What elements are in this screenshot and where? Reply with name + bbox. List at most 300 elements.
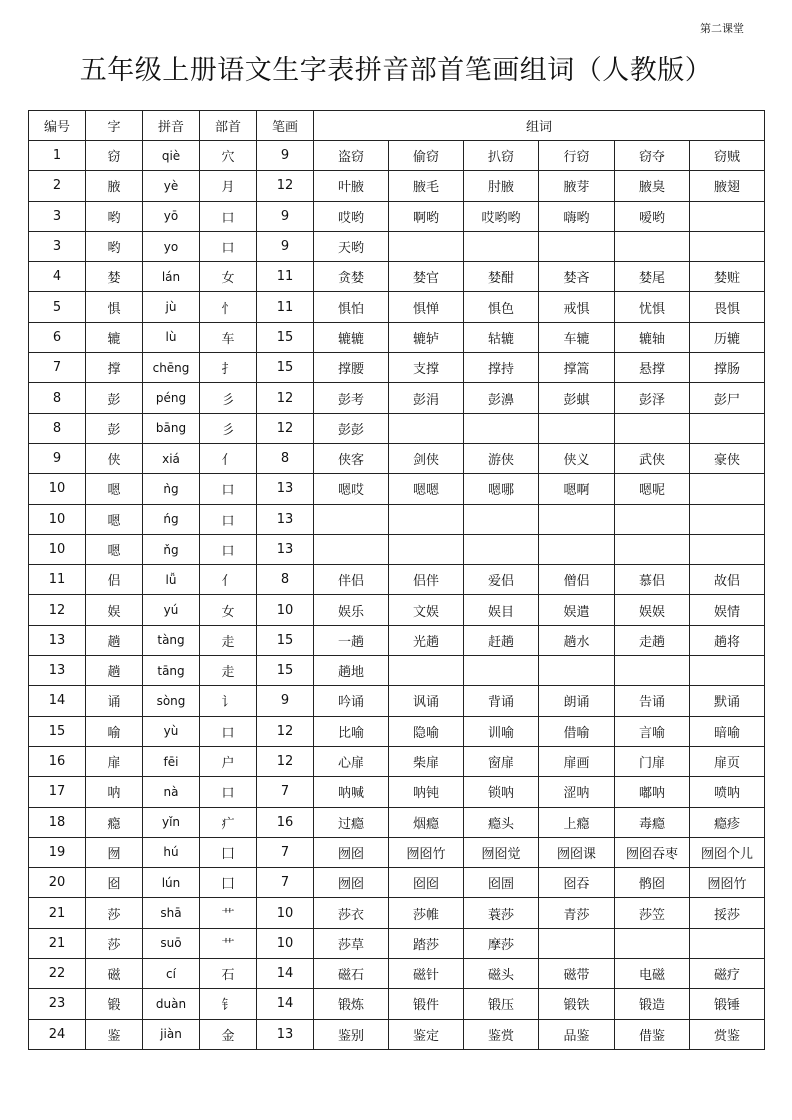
word-cell (690, 231, 765, 261)
word-cell: 戒惧 (539, 292, 615, 322)
row-number: 22 (29, 959, 86, 989)
word-cell (464, 231, 539, 261)
row-character: 趟 (86, 656, 143, 686)
word-cell: 告诵 (615, 686, 690, 716)
word-cell: 腋臭 (615, 171, 690, 201)
row-pinyin: suō (143, 928, 200, 958)
word-cell: 涩呐 (539, 777, 615, 807)
word-cell: 趟地 (314, 656, 389, 686)
word-cell: 辘轳 (389, 322, 464, 352)
word-cell (389, 504, 464, 534)
row-number: 20 (29, 868, 86, 898)
word-cell: 朗诵 (539, 686, 615, 716)
word-cell: 娱遣 (539, 595, 615, 625)
word-cell: 囫囵竹 (389, 837, 464, 867)
word-cell: 啊哟 (389, 201, 464, 231)
word-cell: 锁呐 (464, 777, 539, 807)
table-row (29, 656, 765, 686)
row-strokes: 12 (257, 171, 314, 201)
table-row (29, 171, 765, 201)
word-cell: 彭考 (314, 383, 389, 413)
word-cell: 摩莎 (464, 928, 539, 958)
word-cell (690, 928, 765, 958)
word-cell: 莎衣 (314, 898, 389, 928)
word-cell (615, 504, 690, 534)
table-row (29, 746, 765, 776)
row-number: 1 (29, 141, 86, 171)
table-row (29, 353, 765, 383)
row-character: 锻 (86, 989, 143, 1019)
word-cell (615, 413, 690, 443)
word-cell (690, 413, 765, 443)
word-cell: 娱乐 (314, 595, 389, 625)
word-cell: 鉴定 (389, 1019, 464, 1049)
row-character: 磁 (86, 959, 143, 989)
word-cell: 僧侣 (539, 565, 615, 595)
row-number: 7 (29, 353, 86, 383)
word-cell: 贪婪 (314, 262, 389, 292)
row-number: 10 (29, 474, 86, 504)
row-number: 15 (29, 716, 86, 746)
table-row (29, 595, 765, 625)
word-cell: 悬撑 (615, 353, 690, 383)
word-cell: 轱辘 (464, 322, 539, 352)
table-row (29, 928, 765, 958)
word-cell: 囫囵 (314, 868, 389, 898)
row-character: 撑 (86, 353, 143, 383)
word-cell: 行窃 (539, 141, 615, 171)
row-pinyin: sòng (143, 686, 200, 716)
row-character: 喻 (86, 716, 143, 746)
word-cell: 叶腋 (314, 171, 389, 201)
row-pinyin: shā (143, 898, 200, 928)
row-strokes: 8 (257, 443, 314, 473)
word-cell: 窃贼 (690, 141, 765, 171)
row-number: 19 (29, 837, 86, 867)
row-pinyin: yǐn (143, 807, 200, 837)
row-radical: 车 (200, 322, 257, 352)
row-strokes: 8 (257, 565, 314, 595)
word-cell: 婪赃 (690, 262, 765, 292)
word-cell: 借鉴 (615, 1019, 690, 1049)
word-cell: 娱情 (690, 595, 765, 625)
word-cell: 扉画 (539, 746, 615, 776)
word-cell: 呐钝 (389, 777, 464, 807)
row-number: 4 (29, 262, 86, 292)
word-cell: 磁头 (464, 959, 539, 989)
word-cell (389, 534, 464, 564)
word-cell: 毒瘾 (615, 807, 690, 837)
row-character: 嗯 (86, 504, 143, 534)
word-cell: 囫囵个儿 (690, 837, 765, 867)
word-cell: 莎笠 (615, 898, 690, 928)
word-cell (389, 231, 464, 261)
word-cell: 腋翅 (690, 171, 765, 201)
word-cell (615, 534, 690, 564)
row-strokes: 9 (257, 201, 314, 231)
row-character: 娱 (86, 595, 143, 625)
word-cell (464, 534, 539, 564)
header-number: 编号 (29, 111, 86, 141)
row-character: 囵 (86, 868, 143, 898)
row-number: 8 (29, 383, 86, 413)
word-cell: 彭涓 (389, 383, 464, 413)
row-strokes: 12 (257, 746, 314, 776)
row-number: 24 (29, 1019, 86, 1049)
word-cell (690, 201, 765, 231)
table-row (29, 534, 765, 564)
row-character: 哟 (86, 201, 143, 231)
row-pinyin: xiá (143, 443, 200, 473)
word-cell: 文娱 (389, 595, 464, 625)
row-number: 2 (29, 171, 86, 201)
word-cell (539, 413, 615, 443)
word-cell: 撑腰 (314, 353, 389, 383)
word-cell: 训喻 (464, 716, 539, 746)
word-cell (539, 656, 615, 686)
word-cell: 讽诵 (389, 686, 464, 716)
row-strokes: 14 (257, 959, 314, 989)
word-cell: 慕侣 (615, 565, 690, 595)
word-cell (389, 656, 464, 686)
row-pinyin: yō (143, 201, 200, 231)
row-radical: 扌 (200, 353, 257, 383)
row-strokes: 10 (257, 595, 314, 625)
row-pinyin: nà (143, 777, 200, 807)
word-cell (389, 413, 464, 443)
word-cell: 借喻 (539, 716, 615, 746)
word-cell: 彭尸 (690, 383, 765, 413)
row-radical: 金 (200, 1019, 257, 1049)
word-cell (539, 928, 615, 958)
header-pinyin: 拼音 (143, 111, 200, 141)
word-cell: 磁疗 (690, 959, 765, 989)
word-cell: 踏莎 (389, 928, 464, 958)
row-radical: 讠 (200, 686, 257, 716)
row-radical: 口 (200, 231, 257, 261)
word-cell: 哎哟 (314, 201, 389, 231)
table-row (29, 868, 765, 898)
word-cell: 门扉 (615, 746, 690, 776)
word-cell: 嗯呢 (615, 474, 690, 504)
word-cell: 锻炼 (314, 989, 389, 1019)
word-cell: 惧惮 (389, 292, 464, 322)
word-cell: 囵囵 (389, 868, 464, 898)
word-cell: 暗喻 (690, 716, 765, 746)
word-cell: 支撑 (389, 353, 464, 383)
row-strokes: 15 (257, 322, 314, 352)
word-cell: 历辘 (690, 322, 765, 352)
word-cell: 撑肠 (690, 353, 765, 383)
row-strokes: 14 (257, 989, 314, 1019)
word-cell: 莎草 (314, 928, 389, 958)
word-cell: 锻件 (389, 989, 464, 1019)
row-character: 腋 (86, 171, 143, 201)
word-cell: 嗯嗯 (389, 474, 464, 504)
table-row (29, 686, 765, 716)
row-radical: 口 (200, 534, 257, 564)
row-pinyin: lǚ (143, 565, 200, 595)
word-cell: 鹘囵 (615, 868, 690, 898)
row-radical: 钅 (200, 989, 257, 1019)
word-cell: 青莎 (539, 898, 615, 928)
word-cell: 哎哟哟 (464, 201, 539, 231)
table-row (29, 989, 765, 1019)
word-cell: 比喻 (314, 716, 389, 746)
table-row (29, 262, 765, 292)
table-row (29, 231, 765, 261)
table-row (29, 837, 765, 867)
row-character: 惧 (86, 292, 143, 322)
row-radical: 彡 (200, 413, 257, 443)
word-cell: 彭彭 (314, 413, 389, 443)
word-cell: 囫囵吞枣 (615, 837, 690, 867)
word-cell: 撑篙 (539, 353, 615, 383)
table-header-row (29, 111, 765, 141)
word-cell (690, 656, 765, 686)
word-cell: 囵圄 (464, 868, 539, 898)
row-number: 8 (29, 413, 86, 443)
row-radical: 女 (200, 595, 257, 625)
table-row (29, 322, 765, 352)
row-character: 辘 (86, 322, 143, 352)
row-pinyin: ńg (143, 504, 200, 534)
row-character: 趟 (86, 625, 143, 655)
row-strokes: 7 (257, 777, 314, 807)
row-strokes: 13 (257, 504, 314, 534)
word-cell: 嗯哪 (464, 474, 539, 504)
row-radical: 亻 (200, 443, 257, 473)
word-cell (690, 474, 765, 504)
row-strokes: 9 (257, 686, 314, 716)
row-strokes: 12 (257, 413, 314, 443)
word-cell: 彭濞 (464, 383, 539, 413)
row-character: 莎 (86, 928, 143, 958)
word-cell: 锻锤 (690, 989, 765, 1019)
row-number: 10 (29, 534, 86, 564)
word-cell (314, 534, 389, 564)
row-number: 16 (29, 746, 86, 776)
row-strokes: 15 (257, 353, 314, 383)
word-cell: 磁带 (539, 959, 615, 989)
word-cell: 游侠 (464, 443, 539, 473)
table-row (29, 898, 765, 928)
row-strokes: 11 (257, 262, 314, 292)
row-pinyin: lán (143, 262, 200, 292)
table-row (29, 807, 765, 837)
word-cell (615, 928, 690, 958)
word-cell: 惧色 (464, 292, 539, 322)
row-strokes: 13 (257, 474, 314, 504)
row-pinyin: bāng (143, 413, 200, 443)
row-pinyin: lún (143, 868, 200, 898)
word-cell: 嗯啊 (539, 474, 615, 504)
row-radical: 口 (200, 201, 257, 231)
row-radical: 石 (200, 959, 257, 989)
word-cell: 剑侠 (389, 443, 464, 473)
row-radical: 口 (200, 716, 257, 746)
header-character: 字 (86, 111, 143, 141)
word-cell: 锻铁 (539, 989, 615, 1019)
row-character: 囫 (86, 837, 143, 867)
word-cell: 言喻 (615, 716, 690, 746)
row-strokes: 15 (257, 625, 314, 655)
word-cell: 辘轴 (615, 322, 690, 352)
word-cell: 烟瘾 (389, 807, 464, 837)
row-radical: 口 (200, 474, 257, 504)
word-cell: 娱娱 (615, 595, 690, 625)
table-body (29, 141, 765, 1050)
table-row (29, 959, 765, 989)
row-radical: 亻 (200, 565, 257, 595)
word-cell: 窃夺 (615, 141, 690, 171)
row-radical: 口 (200, 777, 257, 807)
row-pinyin: yú (143, 595, 200, 625)
row-radical: 囗 (200, 868, 257, 898)
word-cell: 撑持 (464, 353, 539, 383)
row-radical: 艹 (200, 898, 257, 928)
table-row (29, 504, 765, 534)
word-cell: 腋毛 (389, 171, 464, 201)
row-radical: 户 (200, 746, 257, 776)
row-number: 3 (29, 231, 86, 261)
word-cell: 爱侣 (464, 565, 539, 595)
word-cell: 品鉴 (539, 1019, 615, 1049)
word-cell: 背诵 (464, 686, 539, 716)
row-pinyin: tāng (143, 656, 200, 686)
word-cell: 婪吝 (539, 262, 615, 292)
word-cell: 囫囵竹 (690, 868, 765, 898)
row-strokes: 10 (257, 928, 314, 958)
word-cell: 赶趟 (464, 625, 539, 655)
row-number: 3 (29, 201, 86, 231)
word-cell: 肘腋 (464, 171, 539, 201)
row-character: 扉 (86, 746, 143, 776)
word-cell (464, 413, 539, 443)
word-cell: 武侠 (615, 443, 690, 473)
row-strokes: 11 (257, 292, 314, 322)
word-cell (615, 231, 690, 261)
table-row (29, 383, 765, 413)
row-pinyin: hú (143, 837, 200, 867)
word-cell: 鉴赏 (464, 1019, 539, 1049)
row-pinyin: jiàn (143, 1019, 200, 1049)
word-cell: 腋芽 (539, 171, 615, 201)
row-radical: 走 (200, 625, 257, 655)
table-row (29, 625, 765, 655)
row-radical: 月 (200, 171, 257, 201)
header-radical: 部首 (200, 111, 257, 141)
word-cell: 趟水 (539, 625, 615, 655)
word-cell: 囫囵 (314, 837, 389, 867)
table-row (29, 201, 765, 231)
brand-label: 第二课堂 (700, 22, 744, 35)
table-row (29, 474, 765, 504)
row-pinyin: qiè (143, 141, 200, 171)
table-row (29, 292, 765, 322)
row-radical: 彡 (200, 383, 257, 413)
row-character: 婪 (86, 262, 143, 292)
word-cell: 呐喊 (314, 777, 389, 807)
row-number: 13 (29, 625, 86, 655)
row-pinyin: ǹg (143, 474, 200, 504)
row-strokes: 13 (257, 534, 314, 564)
table-row (29, 1019, 765, 1049)
row-character: 彭 (86, 383, 143, 413)
row-pinyin: chēng (143, 353, 200, 383)
word-cell: 扉页 (690, 746, 765, 776)
row-radical: 穴 (200, 141, 257, 171)
row-radical: 女 (200, 262, 257, 292)
word-cell: 喷呐 (690, 777, 765, 807)
row-character: 嗯 (86, 534, 143, 564)
row-pinyin: ňg (143, 534, 200, 564)
word-cell: 囫囵觉 (464, 837, 539, 867)
word-cell: 侣伴 (389, 565, 464, 595)
row-character: 诵 (86, 686, 143, 716)
word-cell: 过瘾 (314, 807, 389, 837)
word-cell (690, 534, 765, 564)
row-number: 23 (29, 989, 86, 1019)
word-cell: 赏鉴 (690, 1019, 765, 1049)
row-pinyin: lù (143, 322, 200, 352)
row-number: 17 (29, 777, 86, 807)
table-row (29, 413, 765, 443)
word-cell: 畏惧 (690, 292, 765, 322)
row-strokes: 13 (257, 1019, 314, 1049)
row-radical: 疒 (200, 807, 257, 837)
word-cell: 婪酣 (464, 262, 539, 292)
row-strokes: 7 (257, 868, 314, 898)
row-character: 瘾 (86, 807, 143, 837)
vocab-table (28, 110, 765, 1050)
row-character: 嗯 (86, 474, 143, 504)
row-number: 11 (29, 565, 86, 595)
row-pinyin: yè (143, 171, 200, 201)
word-cell: 心扉 (314, 746, 389, 776)
word-cell: 故侣 (690, 565, 765, 595)
word-cell: 磁针 (389, 959, 464, 989)
word-cell: 挼莎 (690, 898, 765, 928)
word-cell: 电磁 (615, 959, 690, 989)
row-strokes: 7 (257, 837, 314, 867)
row-number: 12 (29, 595, 86, 625)
table-row (29, 443, 765, 473)
row-number: 5 (29, 292, 86, 322)
row-radical: 艹 (200, 928, 257, 958)
word-cell: 锻造 (615, 989, 690, 1019)
row-number: 18 (29, 807, 86, 837)
row-radical: 忄 (200, 292, 257, 322)
row-strokes: 9 (257, 141, 314, 171)
row-number: 21 (29, 898, 86, 928)
word-cell: 上瘾 (539, 807, 615, 837)
table-row (29, 777, 765, 807)
word-cell: 偷窃 (389, 141, 464, 171)
word-cell (615, 656, 690, 686)
row-pinyin: tàng (143, 625, 200, 655)
word-cell: 瘾疹 (690, 807, 765, 837)
row-pinyin: duàn (143, 989, 200, 1019)
word-cell: 婪尾 (615, 262, 690, 292)
word-cell: 柴扉 (389, 746, 464, 776)
word-cell: 一趟 (314, 625, 389, 655)
word-cell: 忧惧 (615, 292, 690, 322)
row-pinyin: jù (143, 292, 200, 322)
row-strokes: 10 (257, 898, 314, 928)
row-number: 9 (29, 443, 86, 473)
row-character: 侣 (86, 565, 143, 595)
